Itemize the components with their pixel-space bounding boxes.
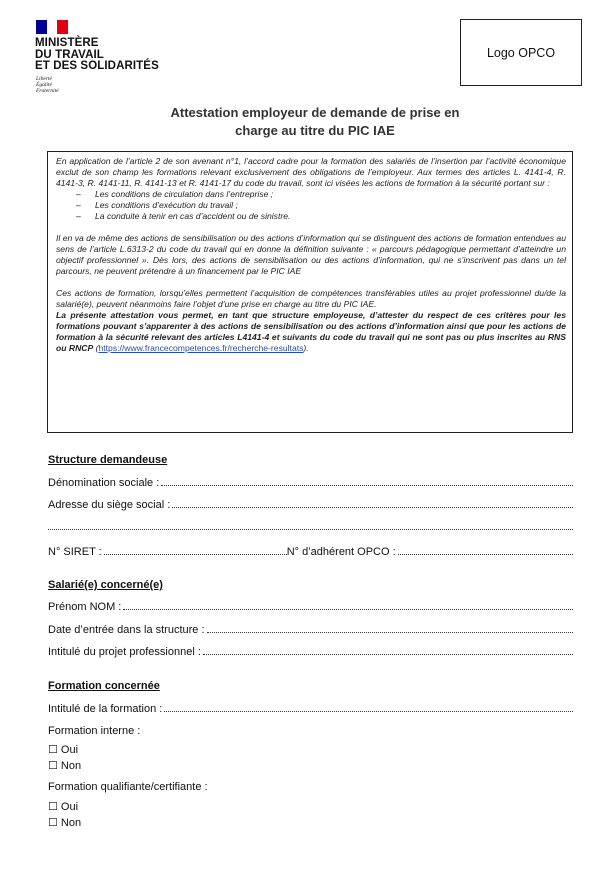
address-label: Adresse du siège social :	[48, 499, 171, 511]
prenom-nom-field[interactable]	[48, 600, 573, 613]
ministry-line-3: ET DES SOLIDARITÉS	[35, 60, 159, 72]
flag-red-stripe	[57, 20, 68, 34]
date-entree-field[interactable]	[48, 623, 573, 636]
projet-label: Intitulé du projet professionnel :	[48, 646, 201, 658]
siret-blank[interactable]	[104, 545, 287, 555]
date-entree-blank[interactable]	[207, 623, 573, 633]
siret-adherent-row[interactable]	[48, 545, 573, 558]
address-blank-line-2[interactable]	[48, 520, 573, 530]
address-field-continued[interactable]	[48, 520, 573, 530]
adherent-blank[interactable]	[398, 545, 573, 555]
motto-liberte: Liberté	[36, 76, 52, 82]
notice-paragraph-3: Ces actions de formation, lorsqu’elles permettent l’acquisition de compétences transférables utiles au projet professionnel du/de la salarié(e), peuvent néanmoins faire l’objet d’une prise en charge au titre du PIC IAE.	[56, 288, 566, 309]
opco-logo-placeholder: Logo OPCO	[460, 19, 582, 86]
flag-blue-stripe	[36, 20, 47, 34]
formation-interne-non-checkbox[interactable]: ☐ Non	[48, 760, 82, 772]
denomination-field[interactable]	[48, 476, 573, 489]
formation-qualifiante-oui-checkbox[interactable]: ☐ Oui	[48, 801, 79, 813]
intitule-formation-label: Intitulé de la formation :	[48, 703, 163, 715]
section-heading-structure: Structure demandeuse	[48, 454, 168, 466]
prenom-nom-blank[interactable]	[123, 600, 573, 610]
notice-paren-close: ).	[303, 343, 309, 353]
motto-egalite: Égalité	[36, 82, 52, 89]
list-item: – Les conditions de circulation dans l’entreprise ;	[76, 189, 566, 200]
title-line-1: Attestation employeur de demande de prise en	[170, 105, 460, 120]
siret-label: N° SIRET :	[48, 546, 102, 558]
france-competences-link[interactable]: https://www.francecompetences.fr/recherche-resultats	[98, 343, 304, 353]
ministry-line-1: MINISTÈRE	[35, 37, 99, 49]
safety-topics-list	[56, 189, 566, 222]
notice-bold-text: La présente attestation vous permet, en tant que structure employeuse, d’attester du respect de ces critères pour les formations pouvant s’apparenter à des actions de sensibilisation ou des actions d’information ainsi que pour les actions de formation à la sécurité relevant des articles L4141-4 et suivants du code du travail qui ne sont pas ou plus inscrites au RNS ou RNCP	[56, 310, 566, 353]
date-entree-label: Date d’entrée dans la structure :	[48, 624, 205, 636]
republic-motto	[36, 76, 59, 95]
prenom-nom-label: Prénom NOM :	[48, 601, 122, 613]
formation-qualifiante-label: Formation qualifiante/certifiante :	[48, 781, 208, 793]
intitule-formation-blank[interactable]	[164, 702, 573, 712]
denomination-blank[interactable]	[161, 476, 573, 486]
section-heading-formation: Formation concernée	[48, 680, 160, 692]
formation-interne-label: Formation interne :	[48, 725, 141, 737]
adherent-label: N° d’adhérent OPCO :	[286, 546, 396, 558]
flag-white-stripe	[47, 20, 58, 34]
motto-fraternite: Fraternité	[36, 88, 59, 95]
ministry-line-2: DU TRAVAIL	[35, 48, 104, 61]
projet-field[interactable]	[48, 645, 573, 658]
formation-interne-oui-checkbox[interactable]: ☐ Oui	[48, 744, 79, 756]
list-item: – La conduite à tenir en cas d’accident ou de sinistre.	[76, 211, 566, 222]
republic-flag	[36, 20, 68, 34]
address-field[interactable]	[48, 498, 573, 511]
list-item: – Les conditions d’exécution du travail ;	[76, 200, 566, 211]
address-blank[interactable]	[172, 498, 573, 508]
formation-qualifiante-non-checkbox[interactable]: ☐ Non	[48, 817, 82, 829]
notice-paren-open: (	[93, 343, 99, 353]
section-heading-salarie: Salarié(e) concerné(e)	[48, 579, 163, 591]
ministry-name	[35, 38, 159, 73]
legal-notice-box	[47, 151, 573, 433]
denomination-label: Dénomination sociale :	[48, 477, 160, 489]
notice-paragraph-1: En application de l’article 2 de son avenant n°1, l’accord cadre pour la formation des salariés de l’insertion par l’activité économique exclut de son champ les formations relevant exclusivement des obligations de l’employeur. Aux termes des articles L. 4141-4, R. 4141-3, R. 4141-11, R. 4141-13 et R. 4141-17 du code du travail, sont ici visées les actions de formation à la sécurité portant sur :	[56, 156, 566, 188]
document-title	[100, 104, 530, 139]
intitule-formation-field[interactable]	[48, 702, 573, 715]
notice-paragraph-4	[56, 310, 566, 354]
notice-paragraph-2: Il en va de même des actions de sensibilisation ou des actions d’information qui se distinguent des actions de formation entendues au sens de l’article L.6313-2 du code du travail qui en donne la définition suivante : « parcours pédagogique permettant d’atteindre un objectif professionnel ». Dès lors, des actions de sensibilisation ou des actions d’information, qui ne s’inscrivent pas dans un tel parcours, ne peuvent prétendre à un financement par le PIC IAE	[56, 233, 566, 276]
title-line-2: charge au titre du PIC IAE	[235, 122, 395, 138]
projet-blank[interactable]	[203, 645, 573, 655]
